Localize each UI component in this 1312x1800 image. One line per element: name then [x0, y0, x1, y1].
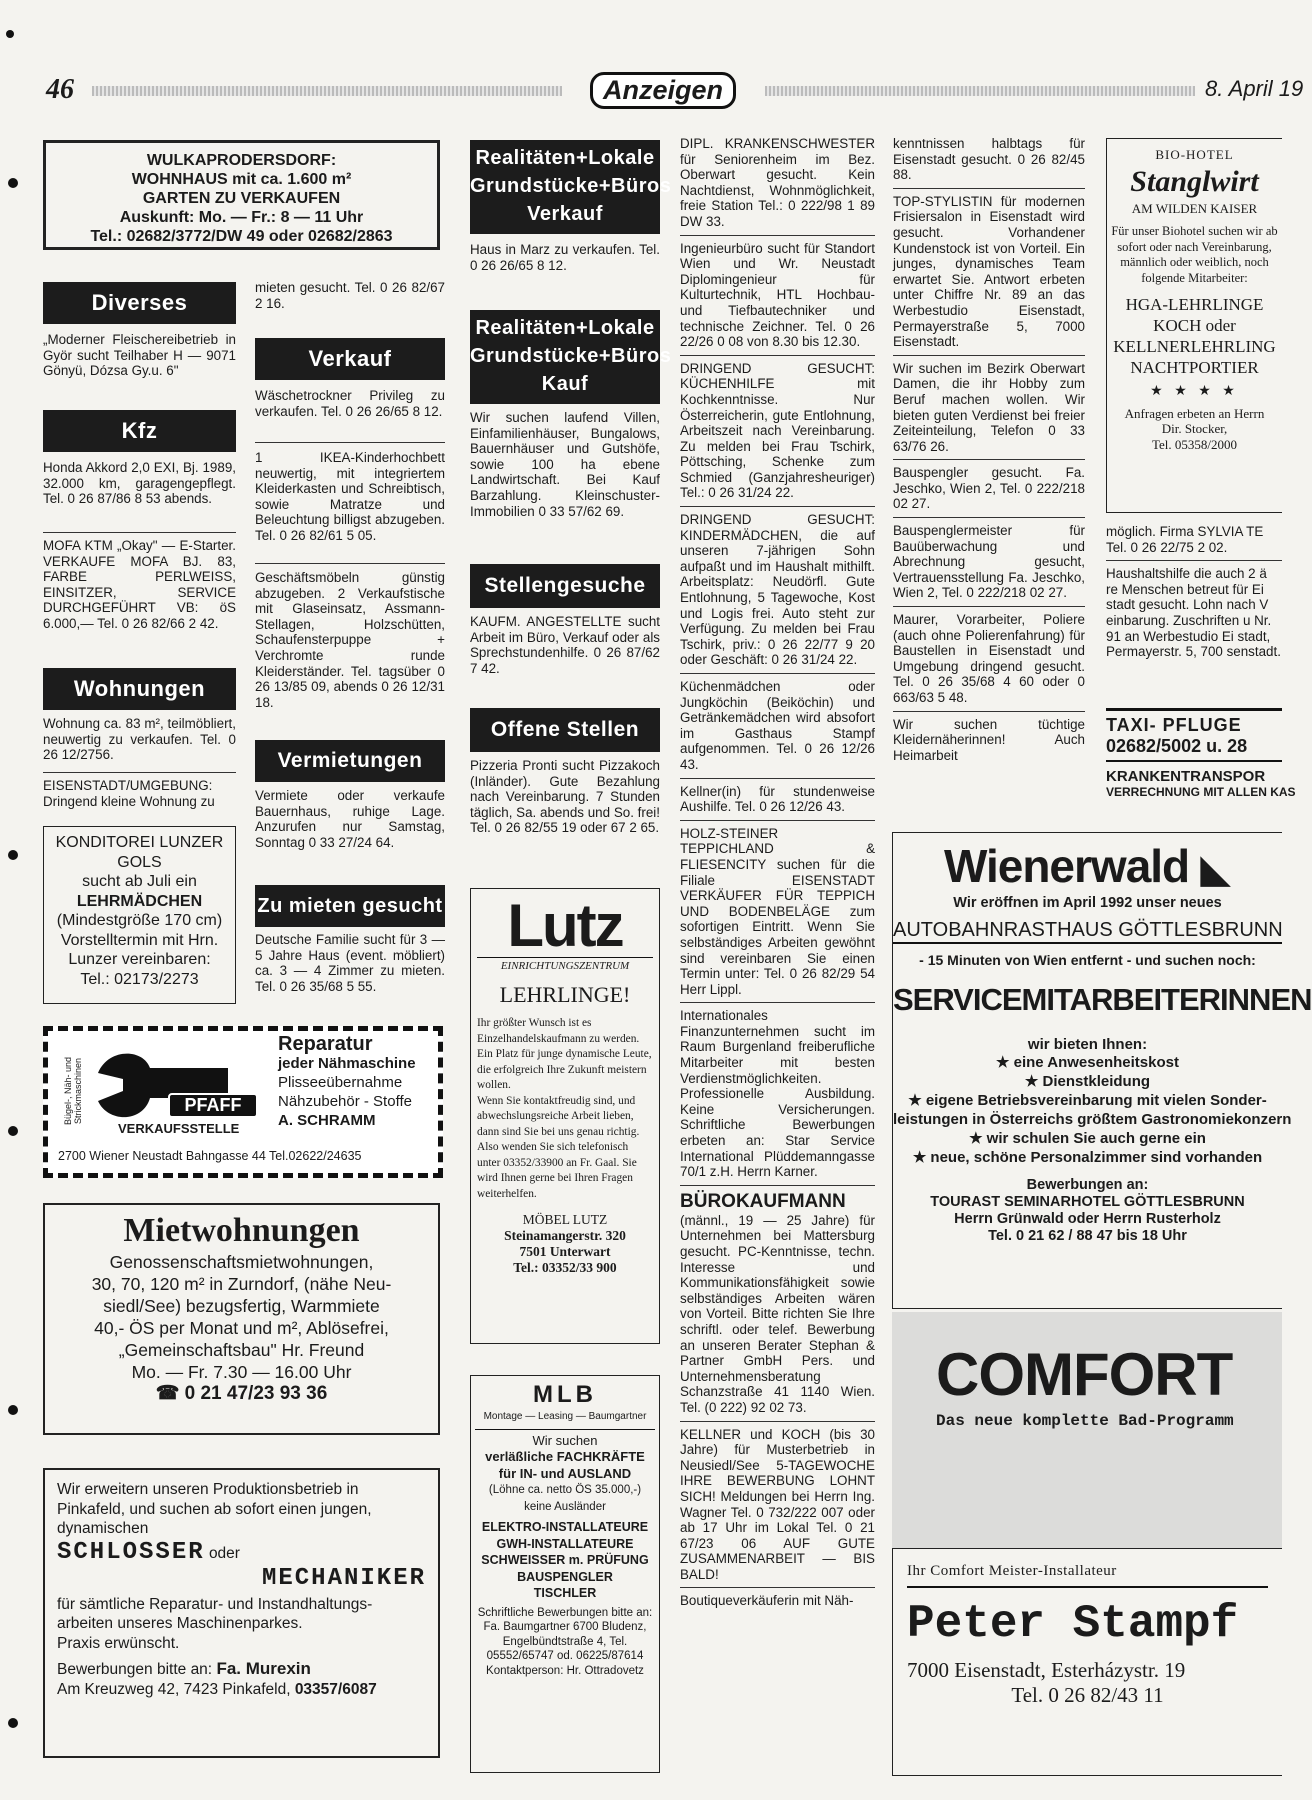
ad-line: (Mindestgröße 170 cm) — [56, 912, 223, 929]
ad-line: Vorstelltermin mit Hrn. — [60, 931, 219, 949]
ad-line: Wir eröffnen im April 1992 unser neues — [953, 895, 1222, 911]
page-number: 46 — [46, 74, 74, 105]
ad-line: jeder Nähmaschine — [278, 1055, 416, 1072]
ad-line: TAXI- PFLUGE — [1106, 715, 1242, 735]
classified-kfz-2: MOFA KTM „Okay" — E-Starter. VERKAUFE MOFA BJ. 83, FARBE PERLWEISS, EINSITZER, SERVICE DURCHGEFÜHRT VB: öS 6.000,— Tel. 0 26 82/66 2 42. — [43, 538, 236, 631]
ad-schlosser — [43, 1468, 440, 1758]
ad-line: GOLS — [117, 853, 162, 871]
ad-line: Tel. 0 21 62 / 88 47 bis 18 Uhr — [988, 1228, 1187, 1244]
ad-line: siedl/See) bezugsfertig, Warmmiete — [103, 1296, 380, 1316]
ad-line: AM WILDEN KAISER — [1131, 200, 1258, 216]
ad-line: oder — [208, 1544, 240, 1562]
ad-line: Praxis erwünscht. — [57, 1634, 180, 1652]
ad-line: Tel.: 02682/3772/DW 49 oder 02682/2863 — [90, 228, 393, 245]
ad-line: Schriftliche Bewerbungen bitte an: Fa. Baumgartner 6700 Bludenz, Engelbündtstraße 4, Tel. 05552/65747 od. 06225/87614 Kontaktperson: Hr. Ottradovetz — [477, 1606, 653, 1677]
ad-line: Tel. 05358/2000 — [1151, 436, 1238, 452]
mlb-logo: MLB — [533, 1381, 597, 1408]
ad-line: Herrn Grünwald oder Herrn Rusterholz — [954, 1211, 1221, 1227]
ad-hotel-stanglwirt — [1106, 138, 1282, 513]
pfaff-logo: PFAFF — [168, 1093, 258, 1118]
classified-diverses: „Moderner Fleischereibetrieb in Györ sucht Teilhaber H — 9071 Gönyü, Dózsa Gy.u. 6" — [43, 332, 236, 379]
ad-line: Genossenschaftsmietwohnungen, — [109, 1252, 374, 1272]
classified-wohnung-1: Wohnung ca. 83 m², teilmöbliert, neuwertig zu verkaufen. Tel. 0 26 12/2756. — [43, 716, 236, 763]
job-line: KELLNERLEHRLING — [1113, 337, 1276, 356]
comfort-logo: COMFORT — [936, 1341, 1233, 1408]
phone-line: ☎ 0 21 47/23 93 36 — [155, 1383, 328, 1404]
classified-item: Maurer, Vorarbeiter, Poliere (auch ohne Polierenfahrung) für Baustellen in Eisenstadt und Umgebung dringend gesucht. Tel. 0 26 35/68 4 60 oder 0 663/63 5 48. — [893, 612, 1085, 705]
ad-line: GARTEN ZU VERKAUFEN — [142, 190, 341, 207]
contact-name: Fa. Murexin — [216, 1659, 311, 1678]
ad-line: Pinkafeld, und suchen ab sofort einen jungen, — [57, 1500, 372, 1518]
classified-stellengesuch: KAUFM. ANGESTELLTE sucht Arbeit im Büro, Verkauf oder als Sprechstundenhilfe. 0 26 87/62 7 42. — [470, 614, 660, 676]
benefit-item: ★ eigene Betriebsvereinbarung mit vielen Sonder- — [908, 1092, 1267, 1109]
ad-line: Plisseeübernahme — [278, 1074, 403, 1091]
ad-comfort — [892, 1312, 1282, 1548]
ad-line: 7000 Eisenstadt, Esterházystr. 19 — [907, 1658, 1186, 1682]
chicken-icon: ◣ — [1189, 847, 1232, 891]
ad-line: Bewerbungen bitte an: — [57, 1661, 213, 1678]
ad-line: WOHNHAUS mit ca. 1.600 m² — [131, 171, 352, 188]
ad-mlb — [470, 1375, 660, 1773]
ad-line: keine Ausländer — [524, 1500, 606, 1513]
section-header-zu-mieten: Zu mieten gesucht — [255, 885, 445, 927]
binder-mark — [6, 30, 14, 38]
section-title: Anzeigen — [590, 72, 736, 109]
classified-item: Boutiqueverkäuferin mit Näh- — [680, 1593, 854, 1609]
ad-line: Tel.: 02173/2273 — [80, 970, 199, 988]
column-6 — [1106, 524, 1282, 660]
ad-wulkaprodersdorf — [43, 140, 440, 250]
classified-item: kenntnissen halbtags für Eisenstadt gesucht. 0 26 82/45 88. — [893, 136, 1085, 183]
ad-line: Bewerbungen an: — [1026, 1177, 1149, 1193]
ad-line: BIO-HOTEL — [1155, 147, 1234, 162]
classified-item: Wir suchen im Bezirk Oberwart Damen, die ihr Hobby zum Beruf machen wollen. Wir bieten guten Verdienst bei freier Zeiteinteilung, Telefon 0 33 63/76 26. — [893, 360, 1085, 454]
ad-line: Steinamangerstr. 320 — [504, 1228, 626, 1243]
ad-line: Ihr Comfort Meister-Installateur — [907, 1563, 1268, 1588]
ad-line: Nähzubehör - Stoffe — [278, 1093, 412, 1110]
section-header-realitaeten-verkauf: Realitäten+Lokale Grundstücke+Büros Verkauf — [470, 140, 660, 234]
ad-line: 40,- ÖS per Monat und m², Ablösefrei, — [94, 1318, 389, 1338]
ad-line: ELEKTRO-INSTALLATEURE — [481, 1520, 649, 1534]
binder-mark — [8, 850, 18, 860]
ad-line: Dir. Stocker, — [1161, 421, 1228, 436]
pfaff-address: 2700 Wiener Neustadt Bahngasse 44 Tel.02622/24635 — [58, 1149, 362, 1163]
classified-item: HOLZ-STEINER TEPPICHLAND & FLIESENCITY suchen für die Filiale EISENSTADT VERKÄUFER FÜR TEPPICH UND BODENBELÄGE zum sofortigen Eintritt. Wenn Sie selbständiges Arbeiten gewöhnt sind vereinbaren Sie einen Termin unter: Tel. 0 26 82/29 54 Herr Lippl. — [680, 825, 875, 997]
classified-item: DIPL. KRANKENSCHWESTER für Seniorenheim im Bez. Oberwart gesucht. Kein Nachtdienst, Wohnmöglichkeit, freie Station Tel.: 0 222/98 1 89 DW 33. — [680, 136, 875, 229]
lutz-body: Ihr größter Wunsch ist es Einzelhandelskaufmann zu werden. Ein Platz für junge dynamische Leute, die erfolgreich Ihre Zukunft meistern wollen. Wenn Sie kontaktfreudig sind, und abwechslungsreiche Arbeit lieben, dann sind Sie bei uns genau richtig. Also wenden Sie sich telefonisch unter 03352/33900 an Fr. Gaal. Sie wird Ihnen gerne bei Ihren Fragen weiterhelfen. — [477, 1017, 652, 1200]
classified-item: Bauspenglermeister für Bauüberwachung und Abrechnung gesucht, Vertrauensstellung Fa. Jeschko, Wien 2, Tel. 0 222/218 02 27. — [893, 523, 1085, 601]
ad-line: Reparatur — [278, 1033, 373, 1055]
benefit-item: ★ Dienstkleidung — [1024, 1073, 1151, 1090]
binder-mark — [8, 178, 18, 188]
benefit-item: ★ wir schulen Sie auch gerne ein — [969, 1130, 1206, 1147]
benefit-item: ★ eine Anwesenheitskost — [996, 1054, 1179, 1071]
section-header-diverses: Diverses — [43, 282, 236, 324]
classified-item: (männl., 19 — 25 Jahre) für Unternehmen bei Mattersburg gesucht. PC-Kenntnisse, techn. Interesse und Kommunikationsfähigkeit sowie selbständiges Arbeiten wären von Vorteil. Bitte richten Sie Ihre schriftl. oder telef. Bewerbung an unseren Berater Stephan & Partner GmbH Pers. und Unternehmensberatung Schanzstraße 41 1140 Wien. Tel. (0 222) 92 02 73. — [680, 1212, 875, 1415]
ad-line: SERVICEMITARBEITERINNEN — [893, 982, 1312, 1017]
ad-line: Wir erweitern unseren Produktionsbetrieb in — [57, 1481, 359, 1498]
job-line: HGA-LEHRLINGE — [1125, 295, 1264, 314]
ad-line: 7501 Unterwart — [519, 1244, 611, 1259]
ad-line: wir bieten Ihnen: — [1027, 1036, 1148, 1053]
classified-kfz-1: Honda Akkord 2,0 EXI, Bj. 1989, 32.000 km, garagengepflegt. Tel. 0 26 87/86 8 53 abends. — [43, 460, 236, 507]
classified-item: Küchenmädchen oder Jungköchin (Beiköchin) und Getränkemädchen wird absofort im Gasthaus Stampf aufgenommen. Tel. 0 26 12/26 43. — [680, 679, 875, 772]
classified-verkauf-3: Geschäftsmöbeln günstig abzugeben. 2 Verkaufstische mit Glaseinsatz, Assmann-Stellagen, Holzschütten, Schaufensterpuppe + Verchromte runde Kleiderständer. Tel. tagsüber 0 26 13/85 09, abends 0 26 12/31 18. — [255, 570, 445, 710]
ad-line: arbeiten unseres Maschinenparkes. — [57, 1615, 303, 1632]
phone-line: 03357/6087 — [294, 1680, 377, 1698]
classified-item: KELLNER und KOCH (bis 30 Jahre) für Musterbetrieb in Neusiedl/See 5-TAGEWOCHE IHRE BEWERBUNG LOHNT SICH! Meldungen bei Herrn Ing. Wagner Tel. 0 732/222 007 oder ab 17 Uhr im Lokal Tel. 0 21 67/23 06 AUF GUTE ZUSAMMENARBEIT — BIS BALD! — [680, 1426, 875, 1582]
ad-line: 30, 70, 120 m² in Zurndorf, (nähe Neu- — [91, 1274, 392, 1294]
job-mechaniker: MECHANIKER — [261, 1565, 426, 1592]
pfaff-side-text: Bügel-, Näh- und Strickmaschinen — [63, 1056, 83, 1126]
job-line: KOCH oder — [1153, 316, 1236, 335]
ad-taxi — [1106, 708, 1296, 799]
section-header-verkauf: Verkauf — [255, 338, 445, 380]
classified-zu-mieten: Deutsche Familie sucht für 3 — 5 Jahre Haus (event. möbliert) ca. 3 — 4 Zimmer zu mieten. Tel. 0 26 35/68 5 55. — [255, 932, 445, 994]
ad-line: Am Kreuzweg 42, 7423 Pinkafeld, — [57, 1680, 291, 1698]
classified-item: Wir suchen tüchtige Kleidernäherinnen! Auch Heimarbeit — [893, 716, 1085, 763]
ad-line: SCHWEISSER m. PRÜFUNG — [481, 1553, 649, 1567]
page-header — [40, 72, 1304, 108]
classified-item: Haushaltshilfe die auch 2 ä re Menschen betreut für Ei stadt gesucht. Lohn nach V einbarung. Zuschriften u Nr. 91 an Werbestudio Ei stadt, Permayerstr. 5, 700 senstadt. — [1106, 566, 1281, 660]
ad-konditorei-lunzer — [43, 826, 236, 1004]
ad-line: für IN- und AUSLAND — [498, 1465, 632, 1481]
binder-mark — [8, 1126, 18, 1136]
wrench-icon — [88, 1043, 238, 1133]
ad-line: Wir suchen — [532, 1432, 598, 1448]
ad-line: verläßliche FACHKRÄFTE — [485, 1449, 645, 1464]
binder-mark — [8, 1718, 18, 1728]
stars-icon: ★ ★ ★ ★ — [1150, 384, 1239, 399]
wienerwald-logo: Wienerwald — [943, 840, 1190, 892]
ad-moebel-lutz — [470, 888, 660, 1344]
ad-line: GWH-INSTALLATEURE — [496, 1536, 634, 1551]
ad-line: dynamischen — [57, 1520, 149, 1537]
ad-line: A. SCHRAMM — [278, 1112, 376, 1129]
section-header-vermietungen: Vermietungen — [255, 740, 445, 782]
section-header-kfz: Kfz — [43, 410, 236, 452]
section-header-offene-stellen: Offene Stellen — [470, 708, 660, 752]
ad-line: TOURAST SEMINARHOTEL GÖTTLESBRUNN — [930, 1194, 1245, 1210]
issue-date: 8. April 19 — [1205, 76, 1304, 101]
benefit-item: ★ neue, schöne Personalzimmer sind vorhanden — [912, 1149, 1263, 1166]
hotel-logo: Stanglwirt — [1130, 164, 1259, 198]
binder-mark — [8, 1405, 18, 1415]
ad-line: Auskunft: Mo. — Fr.: 8 — 11 Uhr — [119, 209, 364, 226]
ad-line: AUTOBAHNRASTHAUS GÖTTLESBRUNN — [893, 919, 1282, 944]
ad-line: sucht ab Juli ein — [82, 873, 197, 890]
ad-line: KRANKENTRANSPOR — [1106, 768, 1266, 785]
classified-wohnung-2: EISENSTADT/UMGEBUNG: Dringend kleine Wohnung zu — [43, 778, 215, 809]
classified-item: DRINGEND GESUCHT: KÜCHENHILFE mit Kochkenntnisse. Nur Österreicherin, gute Entlohnung, Arbeitszeit nach Vereinbarung. Zu melden bei Frau Tschirk, Pöttsching, Schenke zum Schmied (Ganzjahresheuriger) Tel.: 0 26 31/24 22. — [680, 360, 875, 501]
classified-realitaeten-1: Haus in Marz zu verkaufen. Tel. 0 26 26/65 8 12. — [470, 242, 660, 273]
classified-item: TOP-STYLISTIN für modernen Frisiersalon in Eisenstadt wird gesucht. Vorhandener Kundenstock ist von Vorteil. Ein junges, dynamisches Team erwartet Sie. Antwort erbeten unter Chiffre Nr. 89 an das Werbestudio Eisenstadt, Permayerstraße 5, 7000 Eisenstadt. — [893, 193, 1085, 350]
classified-item: Ingenieurbüro sucht für Standort Wien und Wr. Neustadt Diplomingenieur für Kulturtechnik, HTL Hochbau- und Tiefbautechniker und technische Zeichner. Tel. 0 26 22/26 0 08 von 8.30 bis 12.30. — [680, 240, 875, 350]
column-5 — [893, 136, 1085, 763]
ad-mietwohnungen — [43, 1203, 440, 1435]
classified-verkauf-1: Wäschetrockner Privileg zu verkaufen. Tel. 0 26 26/65 8 12. — [255, 388, 445, 419]
pfaff-sub: VERKAUFSSTELLE — [118, 1121, 240, 1136]
ad-title: Mietwohnungen — [123, 1212, 360, 1249]
benefit-item: leistungen in Österreichs größtem Gastronomiekonzern — [893, 1111, 1292, 1128]
classified-item: Bauspengler gesucht. Fa. Jeschko, Wien 2, Tel. 0 222/218 02 27. — [893, 465, 1085, 512]
comfort-sub: Das neue komplette Bad-Programm — [936, 1412, 1234, 1430]
lutz-logo: Lutz — [507, 892, 623, 959]
section-header-realitaeten-kauf: Realitäten+Lokale Grundstücke+Büros Kauf — [470, 310, 660, 404]
phone-line: Tel. 0 26 82/43 11 — [1011, 1683, 1164, 1707]
lutz-sub: EINRICHTUNGSZENTRUM — [477, 957, 653, 972]
hotel-body: Für unser Biohotel suchen wir ab sofort oder nach Vereinbarung, männlich oder weiblich, noch folgende Mitarbeiter: — [1111, 224, 1278, 285]
classified-item: möglich. Firma SYLVIA TE Tel. 0 26 22/75 2 02. — [1106, 524, 1264, 555]
job-line: NACHTPORTIER — [1130, 358, 1259, 377]
section-header-wohnungen: Wohnungen — [43, 668, 236, 710]
classified-cont: mieten gesucht. Tel. 0 26 82/67 2 16. — [255, 280, 445, 311]
lutz-title: LEHRLINGE! — [499, 982, 631, 1007]
classified-realitaeten-2: Wir suchen laufend Villen, Einfamilienhäuser, Bungalows, Bauernhäuser und Gutshöfe, sowie 100 ha ebene Landwirtschaft. Bei Kauf Barzahlung. Kleinschuster-Immobilien 0 33 57/62 69. — [470, 410, 660, 519]
classified-vermietung: Vermiete oder verkaufe Bauernhaus, ruhige Lage. Anzurufen nur Samstag, Sonntag 0 33 27/24 64. — [255, 788, 445, 850]
ad-line: Tel.: 03352/33 900 — [513, 1260, 617, 1275]
ad-line: VERRECHNUNG MIT ALLEN KAS — [1106, 785, 1296, 799]
job-schlosser: SCHLOSSER — [57, 1538, 205, 1566]
section-header-stellengesuche: Stellengesuche — [470, 564, 660, 608]
ad-line: (Löhne ca. netto ÖS 35.000,-) — [488, 1484, 642, 1496]
classified-offene-stelle: Pizzeria Pronti sucht Pizzakoch (Inländer). Gute Bezahlung nach Vereinbarung. 7 Stunden täglich, Sa. abends und So. frei! Tel. 0 26 82/55 19 oder 67 2 65. — [470, 758, 660, 836]
stampf-name: Peter Stampf — [907, 1598, 1239, 1650]
ad-pfaff — [43, 1026, 443, 1178]
classified-item: Internationales Finanzunternehmen sucht im Raum Burgenland freiberufliche Mitarbeiter mit besten Verdienstmöglichkeiten. Professionelle Ausbildung. Keine Versicherungen. Schriftliche Bewerbungen erbeten an: Star Service International Plüddemanngasse 70/1 z.H. Herrn Karner. — [680, 1008, 875, 1180]
ad-line: Lunzer vereinbaren: — [68, 951, 211, 968]
phone-line: 02682/5002 u. 28 — [1106, 736, 1282, 762]
ad-line: LEHRMÄDCHEN — [76, 892, 203, 910]
ad-peter-stampf — [892, 1548, 1282, 1776]
classified-verkauf-2: 1 IKEA-Kinderhochbett neuwertig, mit integriertem Kleiderkasten und Schreibtisch, sowie Matratze und Beleuchtung billigst abzugeben. Tel. 0 26 82/61 5 05. — [255, 450, 445, 543]
ad-line: - 15 Minuten von Wien entfernt - und suchen noch: — [919, 952, 1256, 968]
ad-line: Mo. — Fr. 7.30 — 16.00 Uhr — [131, 1362, 352, 1382]
ad-line: TISCHLER — [533, 1586, 597, 1600]
ad-line: BAUSPENGLER — [517, 1569, 613, 1584]
ad-line: „Gemeinschaftsbau" Hr. Freund — [118, 1340, 365, 1360]
ad-line: WULKAPRODERSDORF: — [146, 152, 337, 169]
ad-line: für sämtliche Reparatur- und Instandhaltungs- — [57, 1595, 373, 1613]
ad-wienerwald — [892, 832, 1312, 1309]
classified-item: DRINGEND GESUCHT: KINDERMÄDCHEN, die auf unseren 7-jährigen Sohn aufpaßt und im Haushalt mithilft. Arbeitsplatz: Neudörfl. Gute Entlohnung, 5 Tagewoche, Kost und Logis frei. Auto steht zur Verfügung. Zu melden bei Frau Tschirk, priv.: 0 26 22/77 9 20 oder Geschäft: 0 26 31/24 22. — [680, 512, 875, 668]
ad-line: KONDITOREI LUNZER — [55, 834, 224, 851]
ad-line: MÖBEL LUTZ — [522, 1212, 608, 1227]
classified-item: Kellner(in) für stundenweise Aushilfe. Tel. 0 26 12/26 43. — [680, 783, 875, 815]
column-4 — [680, 136, 875, 1609]
ad-line: Montage — Leasing — Baumgartner — [475, 1409, 655, 1430]
buero-title: BÜROKAUFMANN — [680, 1190, 846, 1212]
ad-line: Anfragen erbeten an Herrn — [1124, 405, 1265, 421]
